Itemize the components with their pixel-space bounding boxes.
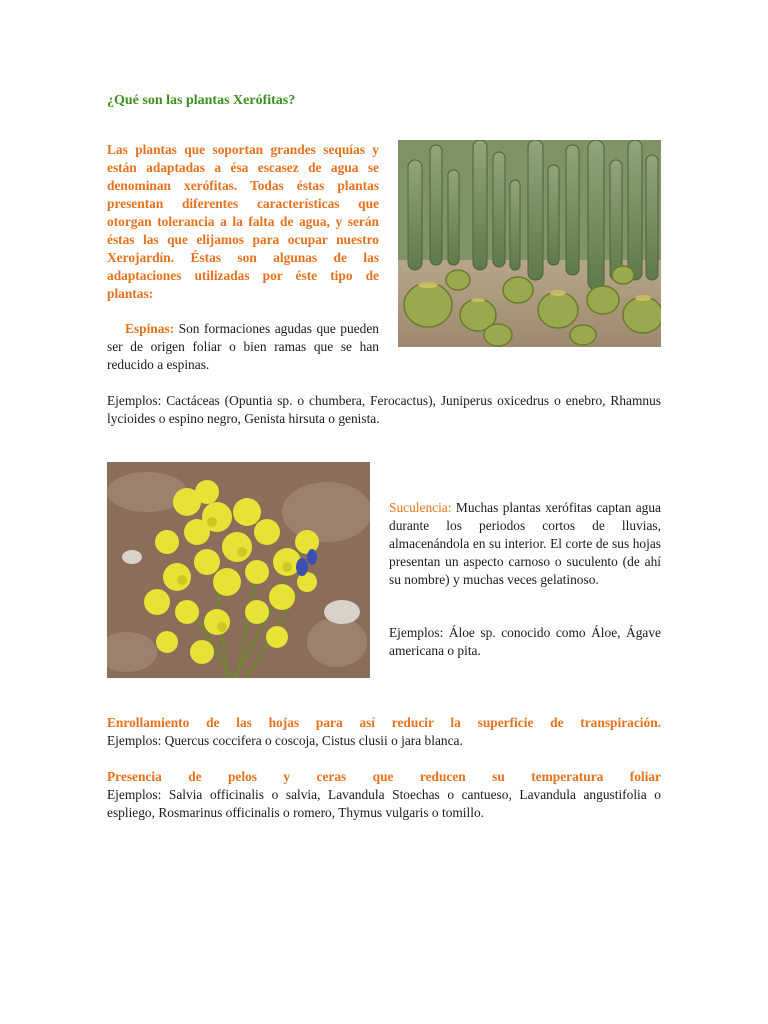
page-title: ¿Qué son las plantas Xerófitas? — [107, 93, 296, 108]
pelos-examples: Ejemplos: Salvia officinalis o salvia, Lavandula Stoechas o cantueso, Lavandula angustifolia o espliego, Rosmarinus officinalis o romero, Thymus vulgaris o tomillo. — [107, 787, 661, 820]
suculencia-label: Suculencia: — [389, 500, 452, 515]
suculencia-paragraph — [389, 499, 661, 589]
espinas-examples: Ejemplos: Cactáceas (Opuntia sp. o chumbera, Ferocactus), Juniperus oxicedrus o enebro, Rhamnus lycioides o espino negro, Genista hirsuta o genista. — [107, 393, 661, 426]
enrollamiento-heading: Enrollamiento de las hojas para así reducir la superficie de transpiración. — [107, 715, 661, 730]
espinas-paragraph — [107, 320, 379, 374]
cactus-garden-photo — [398, 140, 661, 347]
intro-paragraph: Las plantas que soportan grandes sequías y están adaptadas a ésa escasez de agua se denominan xerófitas. Todas éstas plantas presentan diferentes características que otorgan tolerancia a la falta de agua, y serán éstas las que elijamos para ocupar nuestro Xerojardín. Éstas son algunas de las adaptaciones utilizadas por éste tipo de plantas: — [107, 142, 379, 301]
pelos-heading: Presencia de pelos y ceras que reducen su temperatura foliar — [107, 769, 661, 784]
suculencia-examples: Ejemplos: Áloe sp. conocido como Áloe, Ágave americana o pita. — [389, 625, 661, 658]
espinas-label: Espinas: — [125, 321, 175, 336]
suculencia-text: Muchas plantas xerófitas captan agua durante los periodos cortos de lluvias, almacenándola en su interior. El corte de sus hojas presentan un aspecto carnoso o suculento (de ahí su nombre) y muchas veces gelatinoso. — [389, 500, 661, 587]
enrollamiento-section — [107, 714, 661, 750]
yellow-flower-photo — [107, 462, 370, 678]
pelos-section — [107, 768, 661, 822]
espinas-text: Son formaciones agudas que pueden ser de origen foliar o bien ramas que se han reducido a espinas. — [107, 321, 379, 372]
enrollamiento-examples: Ejemplos: Quercus coccifera o coscoja, Cistus clusii o jara blanca. — [107, 733, 463, 748]
